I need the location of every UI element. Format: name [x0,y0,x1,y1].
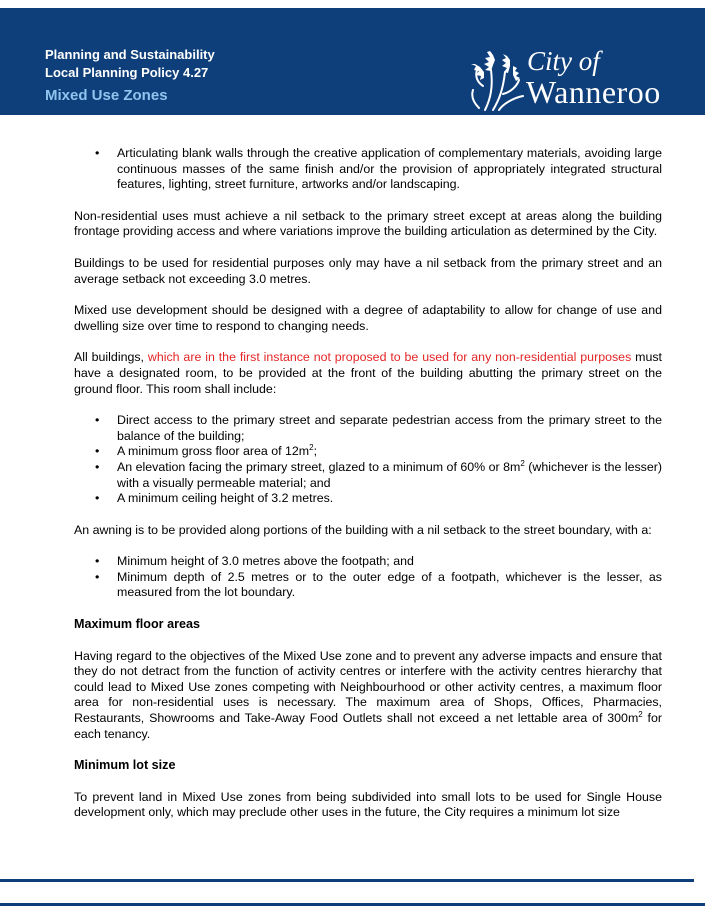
list-item: • Articulating blank walls through the creative application of complementary materials, avoiding large continuous masses of the same finish and/or the provision of appropriately integrated structural features, lighting, street furniture, artworks and/or landscaping. [74,146,662,193]
list-item: • Direct access to the primary street and separate pedestrian access from the primary street to the balance of the building; [74,413,662,444]
logo-city-text: City of [527,46,600,76]
elevation-text-end: (whichever is the lesser) with a visually permeable material; and [117,459,663,490]
min-lot-paragraph: To prevent land in Mixed Use zones from being subdivided into small lots to be used for Single House development only, which may preclude other uses in the future, the City requires a minimum lot size [74,789,662,820]
logo-name-text: Wanneroo [526,74,661,110]
document-body [74,146,662,837]
header-policy-title: Mixed Use Zones [45,87,168,104]
header-notch [0,0,44,8]
adaptability-paragraph: Mixed use development should be designed with a degree of adaptability to allow for change of use and dwelling size over time to respond to changing needs. [74,303,662,333]
list-item: • Minimum depth of 2.5 metres or to the outer edge of a footpath, whichever is the lesser, as measured from the lot boundary. [74,570,662,601]
awning-paragraph: An awning is to be provided along portions of the building with a nil setback to the street boundary, with a: [74,522,652,537]
superscript: 2 [520,458,525,468]
setback-paragraph: Non-residential uses must achieve a nil setback to the primary street except at areas along the building frontage providing access and where variations improve the building articulation as determined by the City. [74,208,662,239]
articulation-list [74,146,662,193]
designated-room-paragraph [74,350,662,397]
list-item [74,460,662,491]
residential-paragraph: Buildings to be used for residential purposes only may have a nil setback from the primary street and an average setback not exceeding 3.0 metres. [74,255,662,286]
kangaroo-paw-flower-icon [469,50,525,112]
room-requirements-list [74,413,662,507]
max-floor-text-end: for each tenancy. [74,711,662,741]
max-floor-heading: Maximum floor areas [74,617,200,632]
header-department: Planning and Sustainability [45,47,215,62]
designated-room-text-start: All buildings, [74,350,148,365]
superscript: 2 [309,443,314,453]
footer-divider-top [0,879,694,882]
floor-area-text-end: ; [313,444,318,459]
max-floor-text: Having regard to the objectives of the Mixed Use zone and to prevent any adverse impacts and ensure that they do not detract from the function of activity centres or interfere with the activity centres hierarchy that could lead to Mixed Use zones competing with Neighbourhood or other activity centres, a maximum floor area for non-residential uses is necessary. The maximum area of Shops, Offices, Pharmacies, Restaurants, Showrooms and Take-Away Food Outlets shall not exceed a net lettable area of 300m [74,648,662,726]
highlighted-text: which are in the first instance not proposed to be used for any non-residential purposes [147,350,632,365]
header-policy-number: Local Planning Policy 4.27 [45,65,209,80]
min-lot-heading: Minimum lot size [74,758,176,773]
footer-divider-bottom [0,903,705,906]
city-logo [469,48,674,114]
designated-room-text-end: must have a designated room, to be provided at the front of the building abutting the primary street on the ground floor. This room shall include: [74,350,662,396]
awning-list [74,554,662,601]
floor-area-text: A minimum gross floor area of 12m [117,444,310,459]
list-item: • A minimum ceiling height of 3.2 metres. [74,491,662,507]
page-header [0,8,705,115]
superscript: 2 [638,710,643,720]
list-item [74,444,662,460]
elevation-text: An elevation facing the primary street, glazed to a minimum of 60% or 8m [117,459,521,474]
max-floor-paragraph [74,649,662,743]
list-item: • Minimum height of 3.0 metres above the footpath; and [74,554,662,570]
